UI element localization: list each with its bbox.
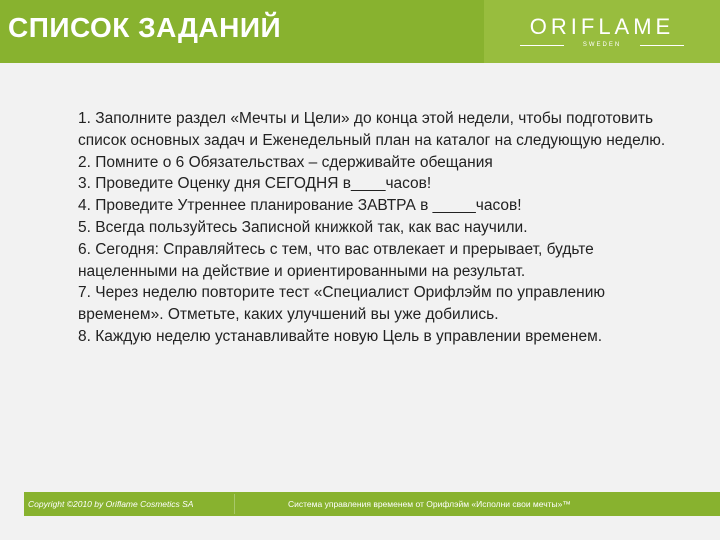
task-list bbox=[78, 108, 688, 348]
copyright-text: Copyright ©2010 by Oriflame Cosmetics SA bbox=[28, 499, 194, 509]
task-item-2: 2. Помните о 6 Обязательствах – сдерживайте обещания bbox=[78, 153, 493, 171]
task-item-6: 6. Сегодня: Справляйтесь с тем, что вас отвлекает и прерывает, будьте нацеленными на действие и ориентированными на результат. bbox=[78, 240, 594, 280]
page-title: СПИСОК ЗАДАНИЙ bbox=[8, 12, 282, 43]
system-title-text: Система управления временем от Орифлэйм «Исполни свои мечты»™ bbox=[288, 499, 571, 509]
task-item-5: 5. Всегда пользуйтесь Записной книжкой так, как вас научили. bbox=[78, 218, 528, 236]
task-item-8: 8. Каждую неделю устанавливайте новую Цель в управлении временем. bbox=[78, 327, 603, 345]
task-item-1: 1. Заполните раздел «Мечты и Цели» до конца этой недели, чтобы подготовить список основных задач и Еженедельный план на каталог на следующую неделю. bbox=[78, 110, 666, 149]
task-item-4: 4. Проведите Утреннее планирование ЗАВТРА в _____часов! bbox=[78, 197, 522, 215]
task-item-3: 3. Проведите Оценку дня СЕГОДНЯ в____часов! bbox=[78, 175, 432, 193]
oriflame-logo: ORIFLAME bbox=[529, 14, 675, 39]
footer-divider bbox=[234, 494, 235, 514]
logo-divider-left bbox=[520, 45, 564, 46]
logo-divider-right bbox=[640, 45, 684, 46]
header-bar bbox=[0, 0, 720, 63]
logo-subtitle: SWEDEN bbox=[582, 42, 622, 48]
logo-subtitle-row bbox=[520, 41, 684, 49]
logo-panel bbox=[484, 0, 720, 63]
footer-bar bbox=[24, 492, 720, 516]
task-item-7: 7. Через неделю повторите тест «Специалист Орифлэйм по управлению временем». Отметьте, каких улучшений вы уже добились. bbox=[78, 284, 605, 324]
